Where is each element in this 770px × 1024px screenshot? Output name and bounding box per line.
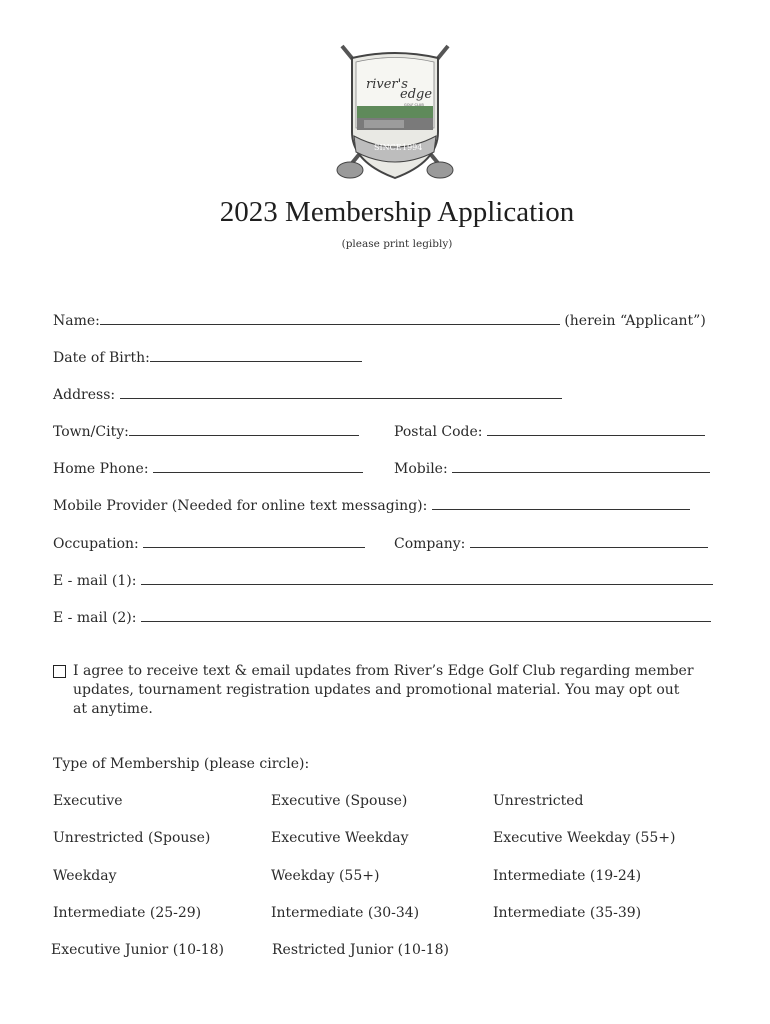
membership-option[interactable]: Intermediate (25-29)	[53, 905, 202, 921]
mobile-row	[394, 458, 710, 477]
email2-field[interactable]	[141, 607, 711, 622]
membership-option[interactable]: Executive (Spouse)	[271, 793, 408, 809]
email2-label: E - mail (2):	[53, 610, 137, 626]
address-label: Address:	[53, 387, 116, 403]
name-row	[53, 310, 706, 329]
company-field[interactable]	[470, 533, 708, 548]
email1-label: E - mail (1):	[53, 573, 137, 589]
email1-row	[53, 570, 713, 589]
membership-option[interactable]: Unrestricted	[493, 793, 584, 809]
dob-label: Date of Birth:	[53, 350, 150, 366]
membership-option[interactable]: Executive Weekday	[271, 830, 409, 846]
provider-field[interactable]	[432, 495, 690, 510]
company-label: Company:	[394, 536, 466, 552]
page-subtitle: (please print legibly)	[341, 238, 453, 250]
consent-line-2: updates, tournament registration updates and promotional material. You may opt out	[73, 682, 680, 698]
mobile-label: Mobile:	[394, 461, 448, 477]
name-suffix: (herein “Applicant”)	[564, 313, 706, 329]
membership-option[interactable]: Intermediate (19-24)	[493, 868, 642, 884]
occupation-label: Occupation:	[53, 536, 139, 552]
home-phone-row	[53, 458, 363, 477]
name-field[interactable]	[100, 310, 560, 325]
provider-row	[53, 495, 690, 514]
address-row	[53, 384, 562, 403]
membership-option[interactable]: Intermediate (30-34)	[271, 905, 420, 921]
logo-word-rivers: river's	[366, 77, 408, 92]
dob-row	[53, 347, 362, 366]
town-field[interactable]	[129, 421, 359, 436]
logo-word-edge: edge	[400, 87, 433, 102]
email1-field[interactable]	[141, 570, 713, 585]
consent-line-3: at anytime.	[73, 701, 153, 717]
club-logo	[330, 40, 460, 185]
membership-option[interactable]: Executive	[53, 793, 123, 809]
postal-row	[394, 421, 705, 440]
membership-option[interactable]: Executive Junior (10-18)	[51, 942, 224, 958]
logo-year: 1994	[402, 143, 423, 152]
consent-block	[53, 662, 733, 719]
address-field[interactable]	[120, 384, 562, 399]
consent-checkbox[interactable]	[53, 665, 66, 678]
occupation-field[interactable]	[143, 533, 365, 548]
membership-heading: Type of Membership (please circle):	[53, 756, 310, 772]
membership-option[interactable]: Weekday	[53, 868, 117, 884]
dob-field[interactable]	[150, 347, 362, 362]
membership-option[interactable]: Intermediate (35-39)	[493, 905, 642, 921]
page-title: 2023 Membership Application	[219, 196, 575, 228]
membership-option[interactable]: Unrestricted (Spouse)	[53, 830, 211, 846]
membership-option[interactable]: Executive Weekday (55+)	[493, 830, 676, 846]
provider-label: Mobile Provider (Needed for online text messaging):	[53, 498, 428, 514]
membership-option[interactable]: Weekday (55+)	[271, 868, 380, 884]
mobile-field[interactable]	[452, 458, 710, 473]
town-label: Town/City:	[53, 424, 129, 440]
consent-line-1: I agree to receive text & email updates from River’s Edge Golf Club regarding member	[73, 663, 694, 679]
postal-label: Postal Code:	[394, 424, 483, 440]
town-row	[53, 421, 359, 440]
name-label: Name:	[53, 313, 100, 329]
occupation-row	[53, 533, 365, 552]
membership-option[interactable]: Restricted Junior (10-18)	[272, 942, 449, 958]
company-row	[394, 533, 708, 552]
home-phone-field[interactable]	[153, 458, 363, 473]
logo-since: SINCE	[374, 143, 402, 152]
postal-field[interactable]	[487, 421, 705, 436]
email2-row	[53, 607, 711, 626]
home-phone-label: Home Phone:	[53, 461, 149, 477]
logo-golf-club: GOLF CLUB	[404, 103, 424, 107]
